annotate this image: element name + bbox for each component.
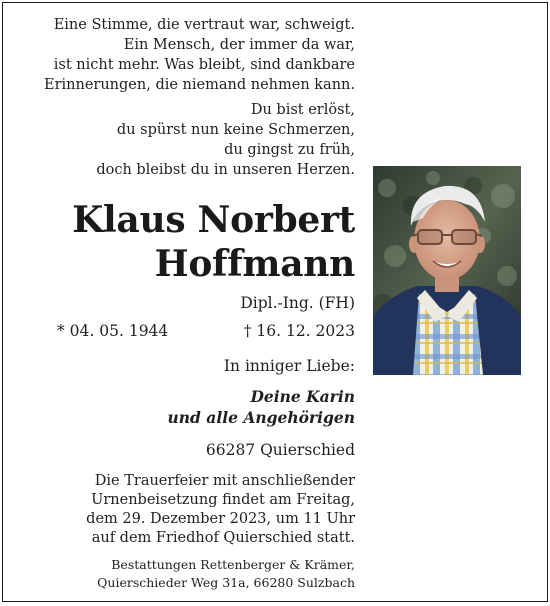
mourner-line: Deine Karin xyxy=(250,387,355,406)
poem-line: Erinnerungen, die niemand nehmen kann. xyxy=(44,77,355,93)
town: 66287 Quierschied xyxy=(205,441,355,459)
mourner-line: und alle Angehörigen xyxy=(167,408,355,427)
deceased-first-names: Klaus Norbert xyxy=(72,199,355,241)
obituary-card xyxy=(2,2,548,602)
poem-line: du gingst zu früh, xyxy=(224,142,355,158)
poem-stanza-1 xyxy=(21,15,355,95)
poem-line: du spürst nun keine Schmerzen, xyxy=(116,122,355,138)
life-dates xyxy=(21,318,355,344)
death-date: † 16. 12. 2023 xyxy=(243,322,355,340)
undertaker-line: Quierschieder Weg 31a, 66280 Sulzbach xyxy=(97,575,355,590)
mourners-names xyxy=(21,386,355,428)
mourners-intro: In inniger Liebe: xyxy=(223,357,355,375)
portrait-photo xyxy=(373,166,521,375)
service-line: Urnenbeisetzung findet am Freitag, xyxy=(91,492,355,508)
academic-title: Dipl.-Ing. (FH) xyxy=(240,294,355,312)
obituary-text xyxy=(21,15,355,592)
service-line: Die Trauerfeier mit anschließender xyxy=(94,473,355,489)
portrait-image xyxy=(373,166,521,375)
birth-date: * 04. 05. 1944 xyxy=(57,322,169,340)
funeral-service-info xyxy=(21,472,355,548)
undertaker-info xyxy=(21,556,355,592)
deceased-name xyxy=(21,198,355,286)
service-line: dem 29. Dezember 2023, um 11 Uhr xyxy=(86,511,355,527)
deceased-surname: Hoffmann xyxy=(154,243,355,285)
service-line: auf dem Friedhof Quierschied statt. xyxy=(91,530,355,546)
poem-line: ist nicht mehr. Was bleibt, sind dankbare xyxy=(53,57,355,73)
poem-line: Eine Stimme, die vertraut war, schweigt. xyxy=(53,17,355,33)
poem-line: Ein Mensch, der immer da war, xyxy=(123,37,355,53)
undertaker-line: Bestattungen Rettenberger & Krämer, xyxy=(111,557,355,572)
poem-line: doch bleibst du in unseren Herzen. xyxy=(96,162,355,178)
poem-line: Du bist erlöst, xyxy=(250,102,355,118)
poem-stanza-2 xyxy=(21,100,355,180)
